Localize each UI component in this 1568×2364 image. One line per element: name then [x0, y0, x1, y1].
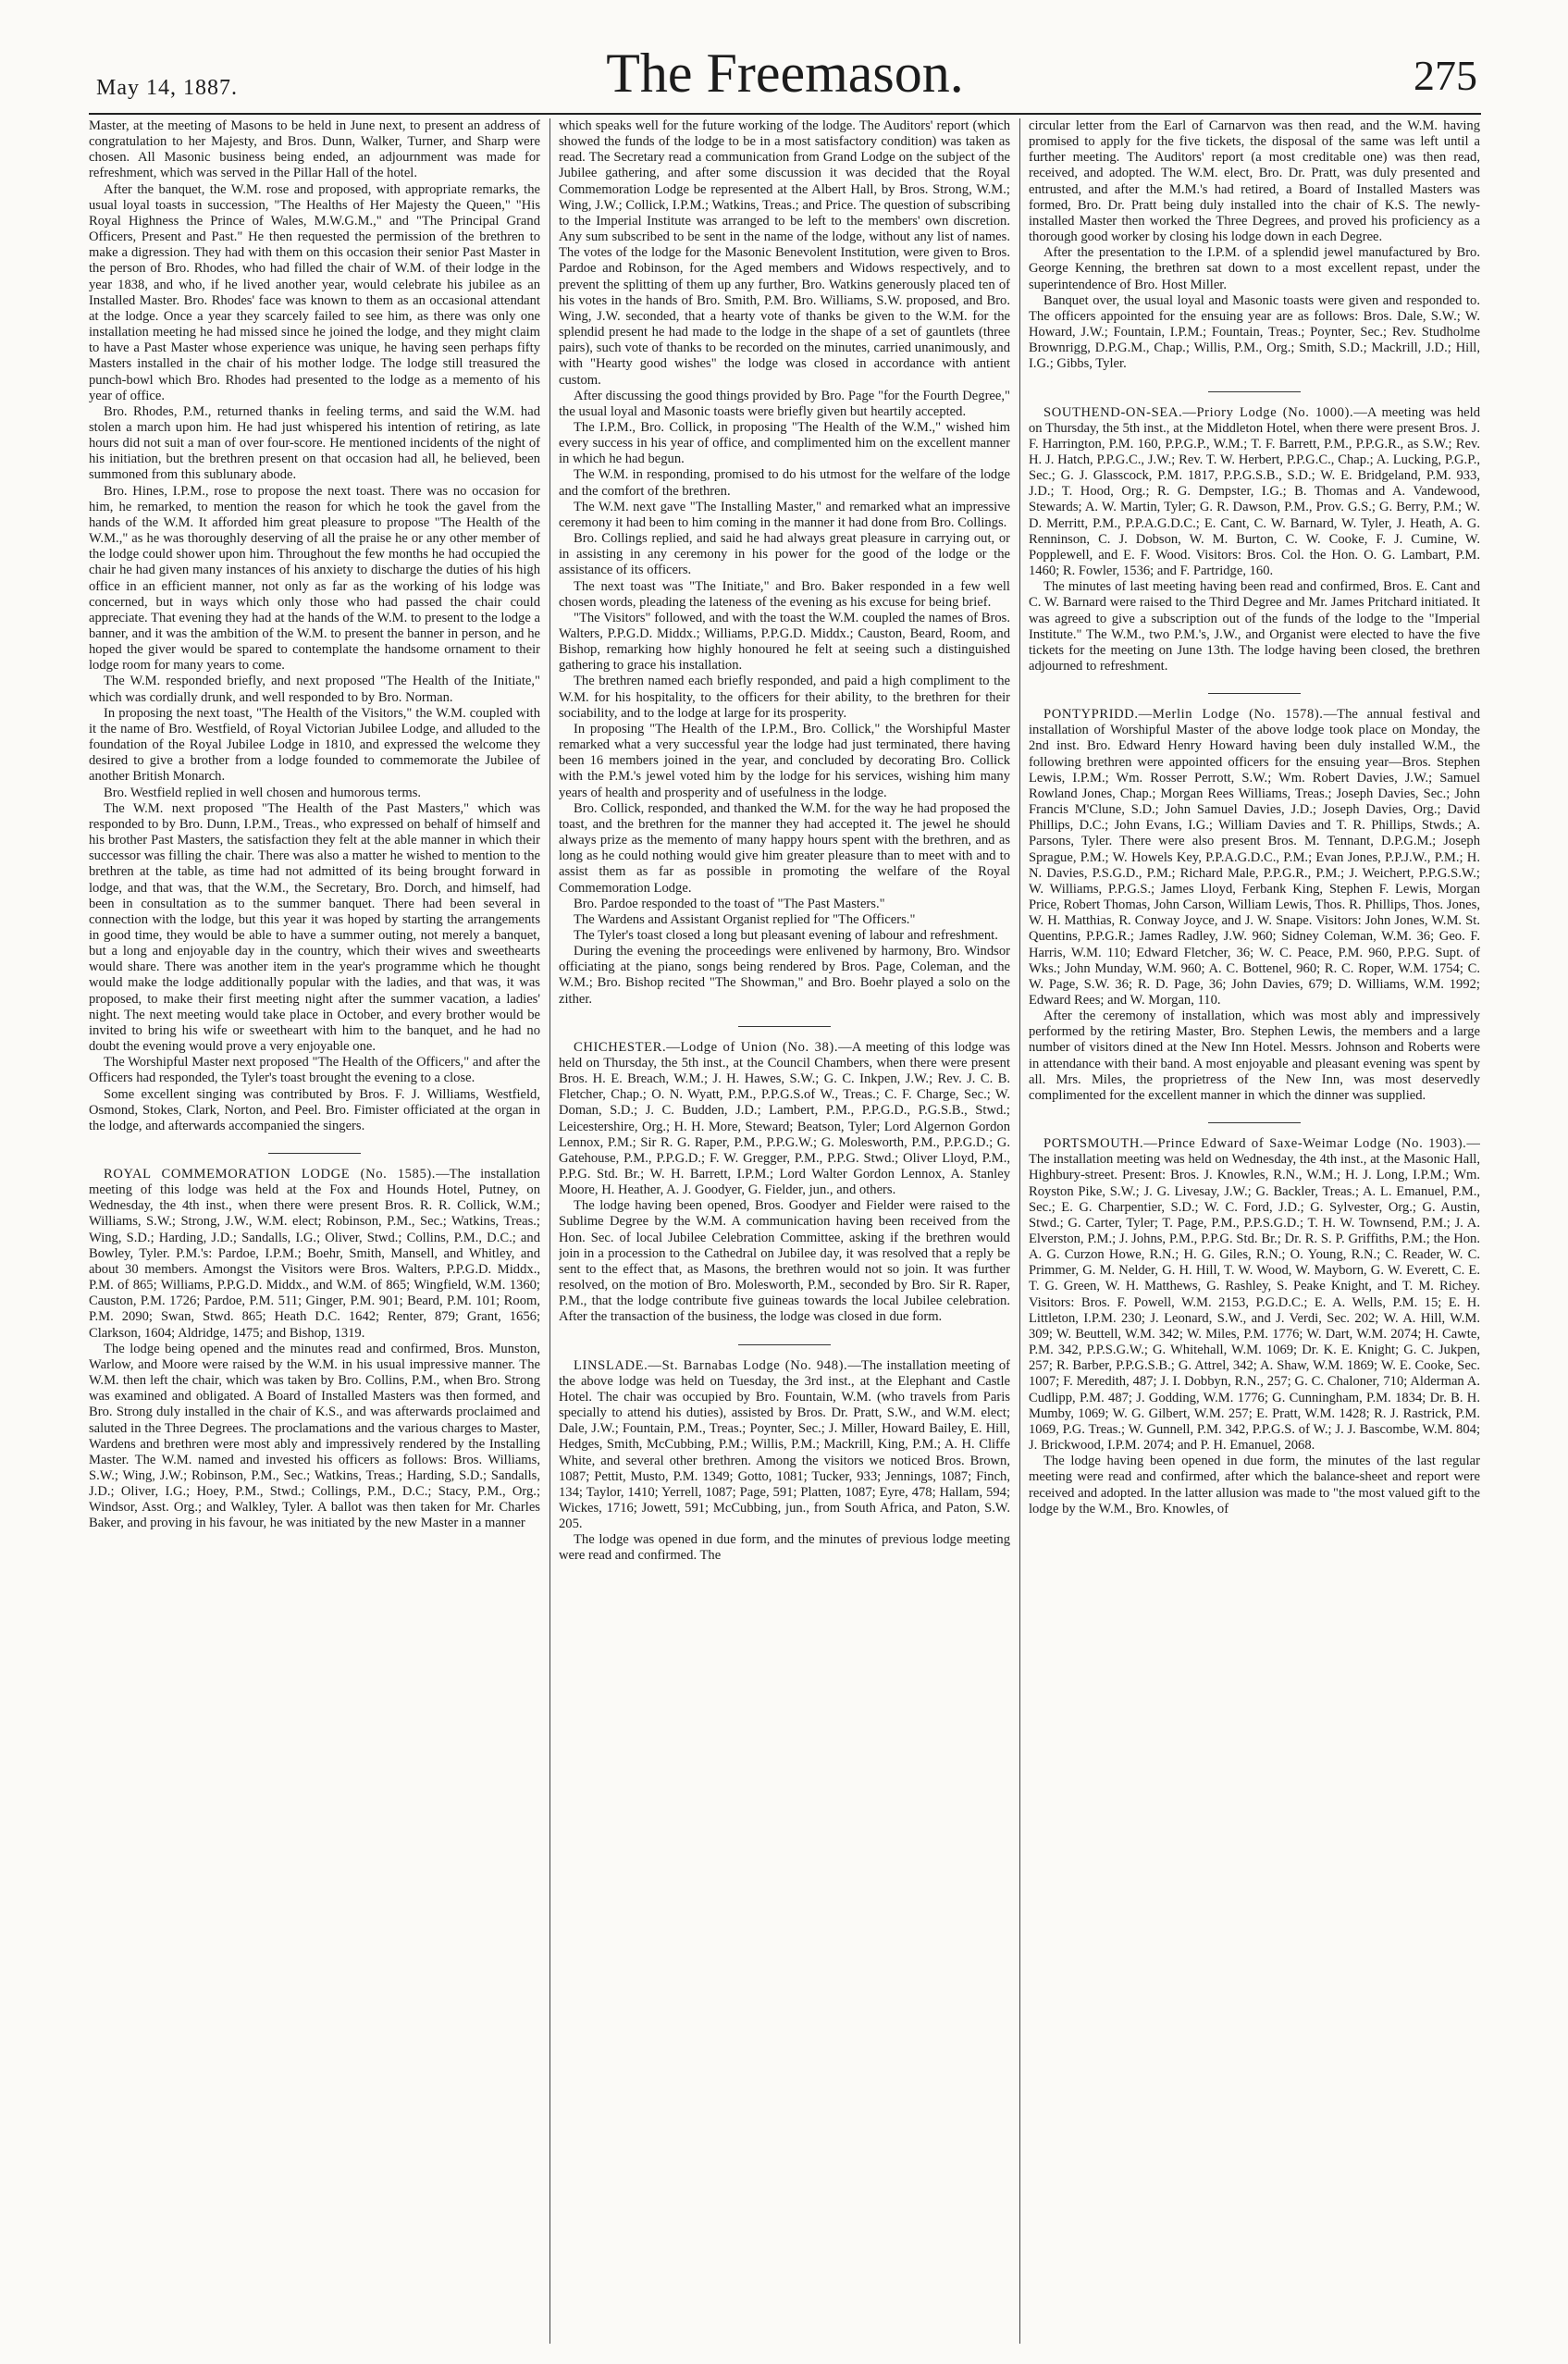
report-linslade: LINSLADE.—St. Barnabas Lodge (No. 948).—The installation meeting of the above lodge was held on Tuesday, the 3rd inst., at the Elephant and Castle Hotel. The chair was occupied by Bro. Fountain, W.M. (who travels from Paris specially to attend his duties), assisted by Bros. Dr. Pratt, S.W., and W.M. elect; Dale, J.W.; Fountain, P.M., Treas.; Poynter, Sec.; J. Miller, Howard Bailey, E. Hill, Hedges, Smith, McCubbing, P.M.; Willis, P.M.; Mackrill, King, P.M.; A. H. Cliffe White, and several other brethren. Among the visitors we noticed Bros. Brown, 1087; Pettit, Musto, P.M. 1349; Gotto, 1081; Tucker, 933; Jennings, 1087; Finch, 134; Taylor, 1410; Yerrell, 1087; Page, 591; Platten, 1087; Eyre, 478; Hallam, 594; Wickes, 1716; Jowett, 591; McCubbing, jun., from South Africa, and Paton, S.W. 205. — [559, 1357, 1010, 1532]
report-heading: CHICHESTER.—Lodge of Union (No. 38). — [574, 1039, 839, 1055]
section-rule — [1208, 391, 1301, 392]
paragraph: Bro. Hines, I.P.M., rose to propose the next toast. There was no occasion for him, he remarked, to mention the reason for which he took the gavel from the hands of the W.M. It afforded him great pleasure to propose "The Health of the W.M.," as he was thoroughly deserving of all the praise he or any other member of the lodge could shower upon him. Throughout the few months he had occupied the chair he had given many instances of his anxiety to discharge the duties of his high office in an efficient manner, not only as far as the working of his lodge was concerned, but in ways which only those who had passed the chair could appreciate. That evening they had at the hands of the W.M. to present to the lodge a banner, and it was the ambition of the W.M. to present the banner in person, and he hoped the giver would be spared to contemplate the handsome ornament to their lodge room for many years to come. — [89, 483, 540, 674]
paragraph: A meeting of this lodge was held on Thursday, the 5th inst., at the Council Chambers, when there were present Bros. H. E. Breach, W.M.; J. H. Hawes, S.W.; G. C. Inkpen, J.W.; Rev. J. C. B. Fletcher, Chap.; O. N. Wyatt, P.M., P.P.G.S.of W., Treas.; C. F. Charge, Sec.; W. Doman, S.D.; J. C. Budden, J.D.; Lambert, P.M., P.P.G.D., P.G.S.B., Stwd.; Leicestershire, Org.; H. H. More, Steward; Beatson, Tyler; Lord Algernon Gordon Lennox, P.M.; Sir R. G. Raper, P.M., P.P.G.W.; G. Molesworth, P.M., P.P.G.D.; G. Gatehouse, P.M., P.P.G.D.; F. W. Gregger, P.M., P.P.G. Stwd.; Oliver Lloyd, P.M., P.P.G. Std. Br.; W. H. Barrett, I.P.M.; Lord Walter Gordon Lennox, A. Stanley Moore, H. Heather, A. J. Goodyer, G. Fielder, jun., and others. — [559, 1039, 1010, 1198]
paragraph: The lodge was opened in due form, and the minutes of previous lodge meeting were read and confirmed. The — [559, 1532, 1010, 1564]
report-heading: LINSLADE.—St. Barnabas Lodge (No. 948). — [574, 1357, 848, 1373]
section-rule — [268, 1153, 361, 1154]
page-number: 275 — [1414, 52, 1477, 99]
column-3 — [1029, 118, 1480, 2344]
report-southend: SOUTHEND-ON-SEA.—Priory Lodge (No. 1000).—A meeting was held on Thursday, the 5th inst., at the Middleton Hotel, when there were present Bros. J. F. Harrington, P.M. 160, P.P.G.P., W.M.; T. F. Barrett, P.M., P.P.G.R., as S.W.; Rev. H. J. Hatch, P.P.G.C., J.W.; Rev. T. W. Herbert, P.P.G.C., Chap.; A. Lucking, P.G.P., Sec.; G. J. Glasscock, P.M. 1817, P.P.G.S.B., S.D.; W. E. Bridgeland, P.M. 933, J.D.; T. Hood, Org.; R. G. Dempster, I.G.; B. Thomas and A. Vandewood, Stewards; A. W. Martin, Tyler; G. R. Dawson, P.M., Prov. G.S.; G. Berry, P.M.; W. D. Merritt, P.M., P.P.A.G.D.C.; E. Cant, C. W. Barnard, W. Tyler, J. Heath, A. G. Renninson, C. J. Dobson, W. M. Burton, C. W. Cooke, F. J. Cumine, W. Popplewell, and E. F. Wood. Visitors: Bros. Col. the Hon. O. G. Lambart, P.M. 1460; R. Fowler, 1536; and F. Partridge, 160. — [1029, 404, 1480, 579]
masthead-title: The Freemason. — [606, 43, 964, 104]
column-divider — [1019, 118, 1020, 2344]
paragraph: which speaks well for the future working of the lodge. The Auditors' report (which showed the funds of the lodge to be in a most satisfactory condition) was taken as read. The Secretary read a communication from Grand Lodge on the subject of the Jubilee gathering, and after some discussion it was decided that the Royal Commemoration Lodge be represented at the Albert Hall, by Bros. Strong, W.M.; Wing, J.W.; Collick, I.P.M.; Watkins, Treas.; and Price. The question of subscribing to the Imperial Institute was arranged to be left to the members' own discretion. Any sum subscribed to be sent in the name of the lodge, without any list of names. The votes of the lodge for the Masonic Benevolent Institution, were given to Bros. Pardoe and Robinson, for the Aged members and Widows respectively, and to prevent the splitting of them up any further, Bro. Watkins generously placed ten of his votes in the hands of Bro. Smith, P.M. Bro. Williams, S.W. proposed, and Bro. Wing, J.W. seconded, that a hearty vote of thanks be given to the W.M. for the splendid present he had made to the lodge in the shape of a set of gauntlets (three pairs), such vote of thanks to be recorded on the minutes, carried unanimously, and with "Hearty good wishes" the lodge was closed in accordance with antient custom. — [559, 118, 1010, 388]
paragraph: The Tyler's toast closed a long but pleasant evening of labour and refreshment. — [574, 927, 998, 943]
paragraph: Bro. Collings replied, and said he had always great pleasure in carrying out, or in assisting in any ceremony in his power for the good of the lodge or the assistance of its officers. — [559, 531, 1010, 578]
paragraph: The installation meeting of this lodge was held at the Fox and Hounds Hotel, Putney, on Wednesday, the 4th inst., when there were present Bros. R. R. Collick, W.M.; Williams, S.W.; Strong, J.W., W.M. elect; Robinson, P.M., Sec.; Watkins, Treas.; Wing, S.D.; Harding, J.D.; Sandalls, I.G.; Oliver, Stwd.; Collins, P.M., D.C.; and Bowley, Tyler. P.M.'s: Pardoe, I.P.M.; Boehr, Smith, Mansell, and Whitley, and about 30 members. Amongst the Visitors were Bros. Walters, P.P.G.D. Middx., P.M. of 865; Williams, P.P.G.D. Middx., and W.M. of 865; Wingfield, W.M. 1360; Causton, P.M. 1726; Pardoe, P.M. 511; Ginger, P.M. 901; Beard, P.M. 101; Room, P.M. 2090; Swan, Stwd. 865; Heath D.C. 1642; Renter, 879; Grant, 1656; Clarkson, 1604; Aldridge, 1475; and Bishop, 1319. — [89, 1167, 540, 1341]
paragraph: The W.M. in responding, promised to do his utmost for the welfare of the lodge and the comfort of the brethren. — [559, 467, 1010, 499]
header-rule — [89, 113, 1481, 115]
paragraph: "The Visitors" followed, and with the toast the W.M. coupled the names of Bros. Walters, P.P.G.D. Middx.; Williams, P.P.G.D. Middx.; Causton, Beard, Room, and Bishop, remarking how highly honoured he felt at seeing such a distinguished gathering to grace his installation. — [559, 610, 1010, 674]
paragraph: The W.M. next proposed "The Health of the Past Masters," which was responded to by Bro. Dunn, I.P.M., Treas., who expressed on behalf of himself and his brother Past Masters, the satisfaction they felt at the able manner in which their successor was filling the chair. There was also a matter he wished to mention to the brethren at the table, as time had not admitted of its being brought forward in lodge, and that was, that the W.M., the Secretary, Bro. Dorch, and himself, had been in consultation as to the summer banquet. There had been several in connection with the lodge, but this year it was hoped by starting the arrangements in good time, they would be able to have a summer outing, not merely a banquet, but a long and enjoyable day in the country, which their wives and sweethearts would share. There was another item in the year's programme which he thought would make the lodge additionally popular with the ladies, and that was, it was proposed, to make their first meeting night after the summer vacation, a ladies' night. The next meeting would take place in October, and every brother would be invited to bring his wife or sweetheart with him to the banquet, and he had no doubt the evening would prove a very enjoyable one. — [89, 800, 540, 1055]
section-rule — [738, 1026, 831, 1027]
report-portsmouth: PORTSMOUTH.—Prince Edward of Saxe-Weimar Lodge (No. 1903).—The installation meeting was held on Wednesday, the 4th inst., at the Masonic Hall, Highbury-street. Present: Bros. J. Knowles, R.N., W.M.; H. J. Long, I.P.M.; Wm. Royston Pike, S.W.; J. G. Livesay, J.W.; G. Backler, Treas.; A. L. Emanuel, P.M., Sec.; E. G. Charpentier, S.D.; W. C. Ford, J.D.; G. Sylvester, Org.; G. Austin, Stwd.; G. Carter, Tyler; T. Page, P.M., P.P.S.G.D.; T. H. W. Townsend, P.M.; J. A. Elverston, P.M.; J. Johns, P.M., P.P.G. Std. Br.; Dr. R. S. P. Griffiths, P.M.; the Hon. A. G. Curzon Howe, R.N.; H. G. Giles, R.N.; O. Young, R.N.; C. Reader, W. C. Primmer, G. M. Nelder, G. H. Hill, T. W. Wood, W. Mayborn, G. W. Everett, C. E. T. G. Green, W. H. Matthews, G. Rashley, S. Peake Knight, and T. M. Richey. Visitors: Bros. F. Powell, W.M. 2153, P.G.D.C.; E. A. Wells, P.M. 15; E. H. Littleton, I.P.M. 230; J. Leonard, S.W., and J. Verdi, Sec. 202; W. A. Hill, W.M. 309; W. Beuttell, W.M. 342; W. Miles, P.M. 1776; W. Dart, W.M. 2074; H. Cawte, P.M. 342, P.P.S.G.W.; G. Whitehall, W.M. 1069; Dr. K. E. Knight; G. C. Jukpen, 257; R. Barber, P.P.G.S.B.; G. Attrel, 342; A. Shaw, W.M. 1869; W. E. Cooke, Sec. 1007; F. Meredith, 487; J. I. Dobbyn, R.N., 257; G. C. Chaloner, 710; Alderman A. Cudlipp, P.M. 487; J. Godding, W.M. 1776; G. Cunningham, P.M. 1834; Dr. B. H. Mumby, 1069; W. G. Gilbert, W.M. 257; E. Pratt, W.M. 1428; R. J. Rastrick, P.M. 1069, P.G. Treas.; W. Gunnell, P.M. 342, P.P.G.S. of W.; J. J. Bascombe, W.M. 804; J. Brickwood, I.P.M. 2074; and P. H. Emanuel, 2068. — [1029, 1136, 1480, 1454]
paragraph: A meeting was held on Thursday, the 5th inst., at the Middleton Hotel, when there were present Bros. J. F. Harrington, P.M. 160, P.P.G.P., W.M.; T. F. Barrett, P.M., P.P.G.R., as S.W.; Rev. H. J. Hatch, P.P.G.C., J.W.; Rev. T. W. Herbert, P.P.G.C., Chap.; A. Lucking, P.G.P., Sec.; G. J. Glasscock, P.M. 1817, P.P.G.S.B., S.D.; W. E. Bridgeland, P.M. 933, J.D.; T. Hood, Org.; R. G. Dempster, I.G.; B. Thomas and A. Vandewood, Stewards; A. W. Martin, Tyler; G. R. Dawson, P.M., Prov. G.S.; G. Berry, P.M.; W. D. Merritt, P.M., P.P.A.G.D.C.; E. Cant, C. W. Barnard, W. Tyler, J. Heath, A. G. Renninson, C. J. Dobson, W. M. Burton, C. W. Cooke, F. J. Cumine, W. Popplewell, and E. F. Wood. Visitors: Bros. Col. the Hon. O. G. Lambart, P.M. 1460; R. Fowler, 1536; and F. Partridge, 160. — [1029, 404, 1480, 579]
paragraph: The brethren named each briefly responded, and paid a high compliment to the W.M. for his hospitality, to the officers for their ability, to the brethren for their sociability, and to the lodge at large for its prosperity. — [559, 674, 1010, 721]
paragraph: During the evening the proceedings were enlivened by harmony, Bro. Windsor officiating at the piano, songs being rendered by Bros. Page, Coleman, and the W.M.; Bro. Bishop recited "The Showman," and Bro. Boehr played a solo on the zither. — [559, 944, 1010, 1007]
paragraph: Master, at the meeting of Masons to be held in June next, to present an address of congratulation to her Majesty, and Bros. Dunn, Walker, Turner, and Sharp were chosen. All Masonic business being ended, an adjournment was made for refreshment, which was served in the Pillar Hall of the hotel. — [89, 118, 540, 181]
paragraph: The lodge being opened and the minutes read and confirmed, Bros. Munston, Warlow, and Moore were raised by the W.M. in his usual impressive manner. The W.M. then left the chair, which was taken by Bro. Collins, P.M., when Bro. Strong was examined and obligated. A Board of Installed Masters was then formed, and Bro. Strong duly installed in the chair of K.S., and was afterwards proclaimed and saluted in the Three Degrees. The proclamations and the various charges to Master, Wardens and brethren were most ably and impressively rendered by the Installing Master. The W.M. named and invested his officers as follows: Bros. Williams, S.W.; Wing, J.W.; Robinson, P.M., Sec.; Watkins, Treas.; Harding, S.D.; Sandalls, J.D.; Oliver, I.G.; Hoey, P.M., Stwd.; Collings, P.M., D.C.; Stacy, P.M., Org.; Windsor, Asst. Org.; and Walkley, Tyler. A ballot was then taken for Mr. Charles Baker, and proving in his favour, he was initiated by the new Master in a manner — [89, 1341, 540, 1531]
paragraph: The annual festival and installation of Worshipful Master of the above lodge took place on Monday, the 2nd inst. Bro. Edward Henry Howard having been duly installed W.M., the following brethren were appointed officers for the ensuing year—Bros. Stephen Lewis, I.P.M.; Wm. Rosser Perrott, S.W.; Wm. Robert Davies, J.W.; Samuel Rowland Jones, Chap.; Morgan Rees Williams, Treas.; Joseph Davies, Sec.; John Francis M'Clune, S.D.; John Samuel Davies, J.D.; Joseph Davies, Org.; David Phillips, D.C.; John Evans, I.G.; William Davies and T. R. Phillips, Stwds.; A. Parsons, Tyler. There were also present Bros. M. Tennant, D.P.G.M.; Joseph Sprague, P.M.; W. Howels Key, P.P.A.G.D.C., P.M.; Evan Jones, P.P.J.W., P.M.; H. N. Davies, P.S.G.D., P.M.; Richard Male, P.P.G.R., P.M.; J. Weichert, P.P.G.S.W.; W. Williams, P.P.G.S.; James Lloyd, Ferbank King, Stephen F. Lewis, Morgan Price, Robert Thomas, John Carson, William Lewis, Thos. R. Phillips, Thos. Jones, W. H. Matthias, R. Conway Joyce, and J. W. Snape. Visitors: John Jones, W.M. St. Quentins, P.P.G.R.; James Radley, J.W. 960; Sidney Coleman, W.M. 36; Geo. F. Harris, W.M. 110; Edward Fletcher, 36; W. C. Peace, P.M. 960, P.P.G. Supt. of Wks.; John Munday, W.M. 960; A. C. Bottenel, 960; R. C. Roper, W.M. 1754; C. W. Page, S.W. 36; R. D. Page, 36; John Davies, 679; D. Williams, W.M. 1992; Edward Rees; and W. Morgan, 110. — [1029, 707, 1480, 1008]
report-heading: ROYAL COMMEMORATION LODGE (No. 1585). — [104, 1167, 437, 1182]
paragraph: circular letter from the Earl of Carnarvon was then read, and the W.M. having promised to apply for the five tickets, the disposal of the same was left until a further meeting. The Auditors' report (a most creditable one) was then read, received, and adopted. The W.M. elect, Bro. Dr. Pratt, was duly presented and entrusted, and after the M.M.'s had retired, a Board of Installed Masters was formed, Bro. Dr. Pratt being duly installed into the chair of K.S. The newly-installed Master then worked the Three Degrees, and proved his proficiency as a thorough good worker by closing his lodge down in each Degree. — [1029, 118, 1480, 245]
page-header — [89, 37, 1481, 113]
paragraph: After the ceremony of installation, which was most ably and impressively performed by the retiring Master, Bro. Stephen Lewis, the members and a large number of visitors dined at the New Inn Hotel. Messrs. Johnson and Roberts were in attendance with their band. A most enjoyable and pleasant evening was spent by all. Mrs. Miles, the proprietress of the New Inn, was most deservedly complimented for the excellent manner in which the dinner was supplied. — [1029, 1009, 1480, 1103]
paragraph: The installation meeting of the above lodge was held on Tuesday, the 3rd inst., at the Elephant and Castle Hotel. The chair was occupied by Bro. Fountain, W.M. (who travels from Paris specially to attend his duties), assisted by Bros. Dr. Pratt, S.W., and W.M. elect; Dale, J.W.; Fountain, P.M., Treas.; Poynter, Sec.; J. Miller, Howard Bailey, E. Hill, Hedges, Smith, McCubbing, P.M.; Willis, P.M.; Mackrill, King, P.M.; A. H. Cliffe White, and several other brethren. Among the visitors we noticed Bros. Brown, 1087; Pettit, Musto, P.M. 1349; Gotto, 1081; Tucker, 933; Jennings, 1087; Finch, 134; Taylor, 1410; Yerrell, 1087; Page, 591; Platten, 1087; Eyre, 478; Hallam, 594; Wickes, 1716; Jowett, 591; McCubbing, jun., from South Africa, and Paton, S.W. 205. — [559, 1357, 1010, 1532]
report-pontypridd: PONTYPRIDD.—Merlin Lodge (No. 1578).—The annual festival and installation of Worshipful Master of the above lodge took place on Monday, the 2nd inst. Bro. Edward Henry Howard having been duly installed W.M., the following brethren were appointed officers for the ensuing year—Bros. Stephen Lewis, I.P.M.; Wm. Rosser Perrott, S.W.; Wm. Robert Davies, J.W.; Samuel Rowland Jones, Chap.; Morgan Rees Williams, Treas.; Joseph Davies, Sec.; John Francis M'Clune, S.D.; John Samuel Davies, J.D.; Joseph Davies, Org.; David Phillips, D.C.; John Evans, I.G.; William Davies and T. R. Phillips, Stwds.; A. Parsons, Tyler. There were also present Bros. M. Tennant, D.P.G.M.; Joseph Sprague, P.M.; W. Howels Key, P.P.A.G.D.C., P.M.; Evan Jones, P.P.J.W., P.M.; H. N. Davies, P.S.G.D., P.M.; Richard Male, P.P.G.R., P.M.; J. Weichert, P.P.G.S.W.; W. Williams, P.P.G.S.; James Lloyd, Ferbank King, Stephen F. Lewis, Morgan Price, Robert Thomas, John Carson, William Lewis, Thos. R. Phillips, Thos. Jones, W. H. Matthias, R. Conway Joyce, and J. W. Snape. Visitors: John Jones, W.M. St. Quentins, P.P.G.R.; James Radley, J.W. 960; Sidney Coleman, W.M. 36; Geo. F. Harris, W.M. 110; Edward Fletcher, 36; W. C. Peace, P.M. 960, P.P.G. Supt. of Wks.; John Munday, W.M. 960; A. C. Bottenel, 960; R. C. Roper, W.M. 1754; C. W. Page, S.W. 36; R. D. Page, 36; John Davies, 679; D. Williams, W.M. 1992; Edward Rees; and W. Morgan, 110. — [1029, 707, 1480, 1008]
paragraph: The Worshipful Master next proposed "The Health of the Officers," and after the Officers had responded, the Tyler's toast brought the evening to a close. — [89, 1055, 540, 1086]
column-2 — [559, 118, 1010, 2344]
section-rule — [1208, 693, 1301, 694]
paragraph: In proposing the next toast, "The Health of the Visitors," the W.M. coupled with it the name of Bro. Westfield, of Royal Victorian Jubilee Lodge, and alluded to the foundation of the Royal Jubilee Lodge in 1810, and expressed the welcome they desired to give a brother from a lodge founded to commemorate the Jubilee of another British Monarch. — [89, 705, 540, 785]
report-heading: PORTSMOUTH.—Prince Edward of Saxe-Weimar Lodge (No. 1903). — [1043, 1136, 1467, 1152]
issue-date: May 14, 1887. — [96, 76, 238, 100]
column-divider — [549, 118, 550, 2344]
section-rule — [738, 1344, 831, 1345]
paragraph: Some excellent singing was contributed by Bros. F. J. Williams, Westfield, Osmond, Stokes, Clark, Norton, and Peel. Bro. Fimister officiated at the organ in the lodge, and afterwards accompanied the singers. — [89, 1086, 540, 1133]
paragraph: The Wardens and Assistant Organist replied for "The Officers." — [574, 911, 916, 927]
paragraph: The installation meeting was held on Wednesday, the 4th inst., at the Masonic Hall, Highbury-street. Present: Bros. J. Knowles, R.N., W.M.; H. J. Long, I.P.M.; Wm. Royston Pike, S.W.; J. G. Livesay, J.W.; G. Backler, Treas.; A. L. Emanuel, P.M., Sec.; E. G. Charpentier, S.D.; W. C. Ford, J.D.; G. Sylvester, Org.; G. Austin, Stwd.; G. Carter, Tyler; T. Page, P.M., P.P.S.G.D.; T. H. W. Townsend, P.M.; J. A. Elverston, P.M.; J. Johns, P.M., P.P.G. Std. Br.; Dr. R. S. P. Griffiths, P.M.; the Hon. A. G. Curzon Howe, R.N.; H. G. Giles, R.N.; O. Young, R.N.; C. Reader, W. C. Primmer, G. M. Nelder, G. H. Hill, T. W. Wood, W. Mayborn, G. W. Everett, C. E. T. G. Green, W. H. Matthews, G. Rashley, S. Peake Knight, and T. M. Richey. Visitors: Bros. F. Powell, W.M. 2153, P.G.D.C.; E. A. Wells, P.M. 15; E. H. Littleton, I.P.M. 230; J. Leonard, S.W., and J. Verdi, Sec. 202; W. A. Hill, W.M. 309; W. Beuttell, W.M. 342; W. Miles, P.M. 1776; W. Dart, W.M. 2074; H. Cawte, P.M. 342, P.P.S.G.W.; G. Whitehall, W.M. 1069; Dr. K. E. Knight; G. C. Jukpen, 257; R. Barber, P.P.G.S.B.; G. Attrel, 342; A. Shaw, W.M. 1869; W. E. Cooke, Sec. 1007; F. Meredith, 487; J. I. Dobbyn, R.N., 257; G. C. Chaloner, 710; Alderman A. Cudlipp, P.M. 487; J. Godding, W.M. 1776; G. Cunningham, P.M. 1834; Dr. B. H. Mumby, 1069; W. G. Gilbert, W.M. 257; E. Pratt, W.M. 1428; R. J. Rastrick, P.M. 1069, P.G. Treas.; W. Gunnell, P.M. 342, P.P.G.S. of W.; J. J. Bascombe, W.M. 804; J. Brickwood, I.P.M. 2074; and P. H. Emanuel, 2068. — [1029, 1152, 1480, 1454]
paragraph: The lodge having been opened in due form, the minutes of the last regular meeting were read and confirmed, after which the balance-sheet and report were received and adopted. In the latter allusion was made to "the most valued gift to the lodge by the W.M., Bro. Knowles, of — [1029, 1454, 1480, 1516]
section-rule — [1208, 1122, 1301, 1123]
column-1 — [89, 118, 540, 2344]
paragraph: Bro. Pardoe responded to the toast of "The Past Masters." — [574, 896, 885, 911]
report-heading: PONTYPRIDD.—Merlin Lodge (No. 1578). — [1043, 707, 1324, 723]
paragraph: The lodge having been opened, Bros. Goodyer and Fielder were raised to the Sublime Degree by the W.M. A communication having been received from the Hon. Sec. of local Jubilee Celebration Committee, asking if the brethren would join in a procession to the Cathedral on Jubilee day, it was resolved that a reply be sent to the effect that, as Masons, the brethren would not so join. It was further resolved, on the motion of Bro. Molesworth, P.M., seconded by Bro. Sir R. Raper, P.M., that the lodge contribute five guineas towards the local Jubilee celebration. After the transaction of the business, the lodge was closed in due form. — [559, 1198, 1010, 1325]
paragraph: The W.M. next gave "The Installing Master," and remarked what an impressive ceremony it had been to him coming in the manner it had done from Bro. Collings. — [559, 499, 1010, 530]
paragraph: In proposing "The Health of the I.P.M., Bro. Collick," the Worshipful Master remarked what a very successful year the lodge had just terminated, there having been 16 members joined in the year, and concluded by decorating Bro. Collick with the P.M.'s jewel voted him by the lodge for his services, wishing him many years of health and prosperity and of usefulness in the lodge. — [559, 721, 1010, 800]
paragraph: Banquet over, the usual loyal and Masonic toasts were given and responded to. The officers appointed for the ensuing year are as follows: Bros. Dale, S.W.; W. Howard, J.W.; Fountain, I.P.M.; Fountain, Treas.; Poynter, Sec.; Rev. Studholme Brownrigg, D.P.G.M., Chap.; Willis, P.M., Org.; Smith, S.D.; Mackrill, J.D.; Hill, I.G.; Gibbs, Tyler. — [1029, 292, 1480, 372]
paragraph: Bro. Rhodes, P.M., returned thanks in feeling terms, and said the W.M. had stolen a march upon him. He had just whispered his intention of retiring, as late hours did not suit a man of over four-score. He mentioned incidents of the night of his initiation, but the brethren present on that occasion had all, he believed, been summoned from this sublunary abode. — [89, 403, 540, 483]
paragraph: The minutes of last meeting having been read and confirmed, Bros. E. Cant and C. W. Barnard were raised to the Third Degree and Mr. James Pritchard initiated. It was agreed to give a subscription out of the funds of the lodge to the "Imperial Institute." The W.M., two P.M.'s, J.W., and Organist were elected to have the five tickets for the meeting on June 13th. The lodge having been closed, the brethren adjourned to refreshment. — [1029, 579, 1480, 674]
paragraph: Bro. Collick, responded, and thanked the W.M. for the way he had proposed the toast, and the brethren for the manner they had accepted it. The jewel he should always prize as the memento of many happy hours spent with the brethren, and as long as he could nothing would give him greater pleasure than to meet with and to assist them as far as possible in promoting the welfare of the Royal Commemoration Lodge. — [559, 800, 1010, 896]
paragraph: After the presentation to the I.P.M. of a splendid jewel manufactured by Bro. George Kenning, the brethren sat down to a most excellent repast, under the superintendence of Bro. Host Miller. — [1029, 245, 1480, 292]
paragraph: After discussing the good things provided by Bro. Page "for the Fourth Degree," the usual loyal and Masonic toasts were briefly given but heartily accepted. — [559, 388, 1010, 419]
report-chichester: CHICHESTER.—Lodge of Union (No. 38).—A meeting of this lodge was held on Thursday, the 5th inst., at the Council Chambers, when there were present Bros. H. E. Breach, W.M.; J. H. Hawes, S.W.; G. C. Inkpen, J.W.; Rev. J. C. B. Fletcher, Chap.; O. N. Wyatt, P.M., P.P.G.S.of W., Treas.; C. F. Charge, Sec.; W. Doman, S.D.; J. C. Budden, J.D.; Lambert, P.M., P.P.G.D., P.G.S.B., Stwd.; Leicestershire, Org.; H. H. More, Steward; Beatson, Tyler; Lord Algernon Gordon Lennox, P.M.; Sir R. G. Raper, P.M., P.P.G.W.; G. Molesworth, P.M., P.P.G.D.; G. Gatehouse, P.M., P.P.G.D.; F. W. Gregger, P.M., P.P.G. Stwd.; Oliver Lloyd, P.M., P.P.G. Std. Br.; W. H. Barrett, I.P.M.; Lord Walter Gordon Lennox, A. Stanley Moore, H. Heather, A. J. Goodyer, G. Fielder, jun., and others. — [559, 1039, 1010, 1198]
paragraph: Bro. Westfield replied in well chosen and humorous terms. — [104, 785, 422, 800]
report-royal-commemoration: ROYAL COMMEMORATION LODGE (No. 1585).—The installation meeting of this lodge was held at the Fox and Hounds Hotel, Putney, on Wednesday, the 4th inst., when there were present Bros. R. R. Collick, W.M.; Williams, S.W.; Strong, J.W., W.M. elect; Robinson, P.M., Sec.; Watkins, Treas.; Wing, S.D.; Harding, J.D.; Sandalls, I.G.; Oliver, Stwd.; Collins, P.M., D.C.; and Bowley, Tyler. P.M.'s: Pardoe, I.P.M.; Boehr, Smith, Mansell, and Whitley, and about 30 members. Amongst the Visitors were Bros. Walters, P.P.G.D. Middx., P.M. of 865; Williams, P.P.G.D. Middx., and W.M. of 865; Wingfield, W.M. 1360; Causton, P.M. 1726; Pardoe, P.M. 511; Ginger, P.M. 901; Beard, P.M. 101; Room, P.M. 2090; Swan, Stwd. 865; Heath D.C. 1642; Renter, 879; Grant, 1656; Clarkson, 1604; Aldridge, 1475; and Bishop, 1319. — [89, 1167, 540, 1341]
paragraph: The next toast was "The Initiate," and Bro. Baker responded in a few well chosen words, pleading the lateness of the evening as his excuse for being brief. — [559, 578, 1010, 610]
report-heading: SOUTHEND-ON-SEA.—Priory Lodge (No. 1000). — [1043, 404, 1354, 420]
paragraph: The W.M. responded briefly, and next proposed "The Health of the Initiate," which was cordially drunk, and well responded to by Bro. Norman. — [89, 674, 540, 705]
paragraph: The I.P.M., Bro. Collick, in proposing "The Health of the W.M.," wished him every success in his year of office, and complimented him on the excellent manner in which he had begun. — [559, 419, 1010, 467]
paragraph: After the banquet, the W.M. rose and proposed, with appropriate remarks, the usual loyal toasts in succession, "The Healths of Her Majesty the Queen," "His Royal Highness the Prince of Wales, M.W.G.M.," and "The Principal Grand Officers, Present and Past." He then requested the permission of the brethren to make a digression. They had with them on this occasion their senior Past Master in the person of Bro. Rhodes, who had filled the chair of W.M. of their lodge in the year 1838, and who, if he lived another year, would celebrate his jubilee as an Installed Master. Bro. Rhodes' face was known to them as an occasional attendant at the lodge. Once a year they scarcely failed to see him, as there was only one installation meeting he had missed since he joined the lodge, and they might claim to have a Past Master whose experience was unique, he having seen perhaps fifty Masters installed in the chair of his mother lodge. The lodge still treasured the punch-bowl which Bro. Rhodes had presented to the lodge as a memento of his year of office. — [89, 181, 540, 403]
